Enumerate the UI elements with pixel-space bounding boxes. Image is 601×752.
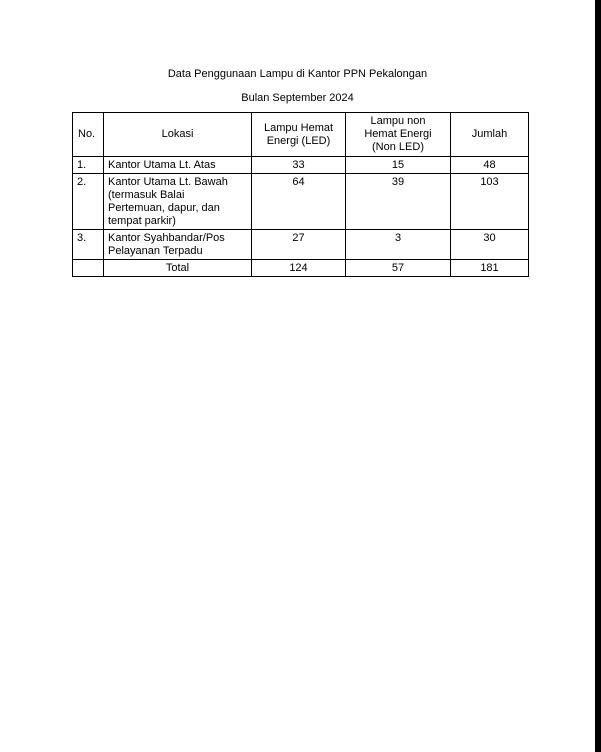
cell-jumlah: 30 bbox=[451, 230, 529, 260]
table-total-row bbox=[73, 260, 529, 277]
header-jumlah: Jumlah bbox=[451, 113, 529, 157]
header-led bbox=[252, 113, 346, 157]
header-non-led-line3: (Non LED) bbox=[372, 141, 424, 153]
table-row bbox=[73, 174, 529, 230]
total-led: 124 bbox=[252, 260, 346, 277]
cell-lokasi bbox=[104, 157, 252, 174]
cell-no: 2. bbox=[73, 174, 104, 230]
lamp-usage-table bbox=[72, 112, 529, 277]
cell-lokasi bbox=[104, 230, 252, 260]
cell-lokasi-line: Pelayanan Terpadu bbox=[108, 245, 203, 257]
table-row bbox=[73, 230, 529, 260]
document-subtitle: Bulan September 2024 bbox=[241, 92, 354, 104]
cell-no: 3. bbox=[73, 230, 104, 260]
cell-led: 27 bbox=[252, 230, 346, 260]
cell-lokasi-line: Kantor Syahbandar/Pos bbox=[108, 232, 225, 244]
cell-lokasi-line: tempat parkir) bbox=[108, 215, 176, 227]
cell-non-led: 15 bbox=[346, 157, 451, 174]
total-label: Total bbox=[104, 260, 252, 277]
cell-lokasi bbox=[104, 174, 252, 230]
total-jumlah: 181 bbox=[451, 260, 529, 277]
header-led-line2: Energi (LED) bbox=[266, 134, 331, 147]
cell-jumlah: 48 bbox=[451, 157, 529, 174]
cell-no: 1. bbox=[73, 157, 104, 174]
cell-jumlah: 103 bbox=[451, 174, 529, 230]
cell-lokasi-line: Kantor Utama Lt. Bawah bbox=[108, 176, 228, 188]
total-non-led: 57 bbox=[346, 260, 451, 277]
cell-no-empty bbox=[73, 260, 104, 277]
cell-lokasi-line: (termasuk Balai bbox=[108, 189, 185, 201]
header-lokasi: Lokasi bbox=[104, 113, 252, 157]
cell-led: 33 bbox=[252, 157, 346, 174]
page-edge-divider bbox=[595, 0, 601, 752]
table-header-row bbox=[73, 113, 529, 157]
header-non-led-line2: Hemat Energi bbox=[364, 128, 432, 140]
cell-led: 64 bbox=[252, 174, 346, 230]
table-row bbox=[73, 157, 529, 174]
header-no: No. bbox=[73, 113, 104, 157]
document-title: Data Penggunaan Lampu di Kantor PPN Pekalongan bbox=[167, 68, 428, 80]
cell-non-led: 39 bbox=[346, 174, 451, 230]
header-led-line1: Lampu Hemat bbox=[263, 121, 334, 134]
cell-lokasi-line: Kantor Utama Lt. Atas bbox=[108, 159, 216, 171]
cell-lokasi-line: Pertemuan, dapur, dan bbox=[108, 202, 220, 214]
header-non-led-line1: Lampu non bbox=[370, 115, 426, 127]
cell-non-led: 3 bbox=[346, 230, 451, 260]
header-non-led bbox=[346, 113, 451, 157]
